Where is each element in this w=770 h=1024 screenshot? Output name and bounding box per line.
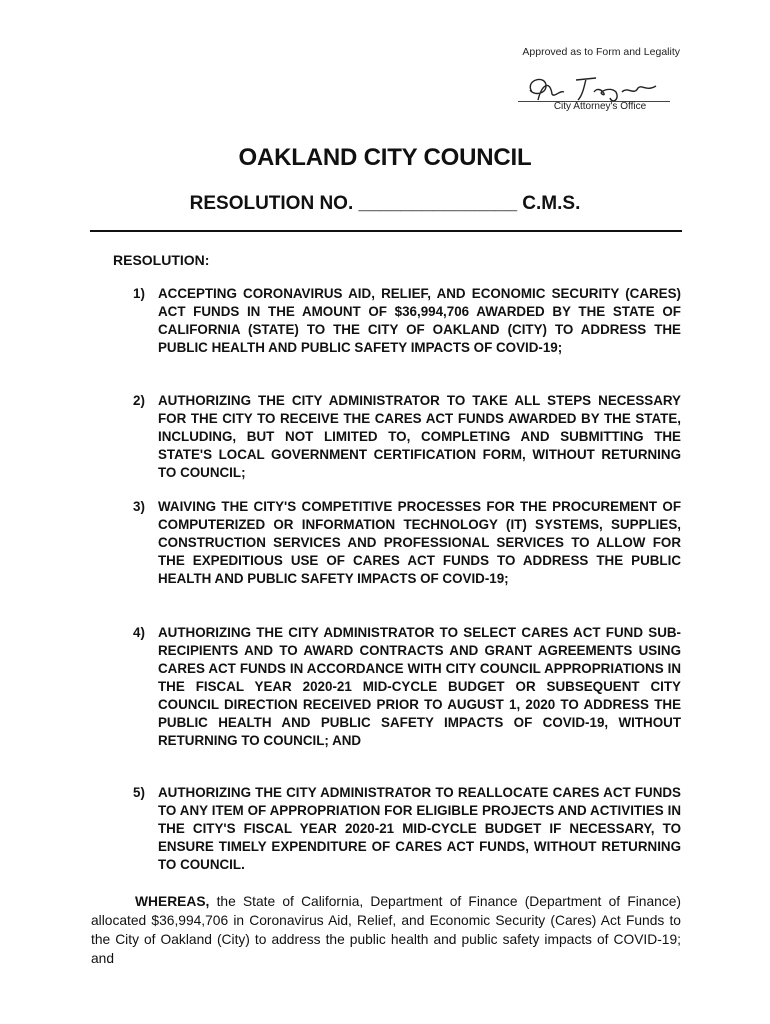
resolution-item — [133, 392, 681, 482]
item-number: 3) — [133, 499, 145, 514]
item-text: WAIVING THE CITY'S COMPETITIVE PROCESSES FOR THE PROCUREMENT OF COMPUTERIZED OR INFORMATION TECHNOLOGY (IT) SYSTEMS, SUPPLIES, CONSTRUCTION SERVICES AND PROFESSIONAL SERVICES TO ALLOW FOR THE EXPEDITIOUS USE OF CARES ACT FUNDS TO ADDRESS THE PUBLIC HEALTH AND PUBLIC SAFETY IMPACTS OF COVID-19; — [158, 499, 681, 586]
item-text: AUTHORIZING THE CITY ADMINISTRATOR TO SELECT CARES ACT FUND SUB-RECIPIENTS AND TO AWARD CONTRACTS AND GRANT AGREEMENTS USING CARES ACT FUNDS IN ACCORDANCE WITH CITY COUNCIL APPROPRIATIONS IN THE FISCAL YEAR 2020-21 MID-CYCLE BUDGET OR SUBSEQUENT CITY COUNCIL DIRECTION RECEIVED PRIOR TO AUGUST 1, 2020 TO ADDRESS THE PUBLIC HEALTH AND PUBLIC SAFETY IMPACTS OF COVID-19, WITHOUT RETURNING TO COUNCIL; AND — [158, 625, 681, 748]
approval-note: Approved as to Form and Legality — [522, 46, 680, 58]
title-divider — [90, 230, 682, 232]
item-number: 5) — [133, 785, 145, 800]
item-number: 1) — [133, 286, 145, 301]
resolution-label: RESOLUTION: — [113, 252, 210, 268]
signature-icon — [516, 70, 672, 104]
resolution-item — [133, 498, 681, 588]
resolution-number: RESOLUTION NO. _______________ C.M.S. — [189, 193, 581, 214]
whereas-lead: WHEREAS, — [135, 894, 210, 909]
resolution-item — [133, 624, 681, 750]
whereas-paragraph — [91, 892, 681, 968]
item-text: AUTHORIZING THE CITY ADMINISTRATOR TO TAKE ALL STEPS NECESSARY FOR THE CITY TO RECEIVE THE CARES ACT FUNDS AWARDED BY THE STATE, INCLUDING, BUT NOT LIMITED TO, COMPLETING AND SUBMITTING THE STATE'S LOCAL GOVERNMENT CERTIFICATION FORM, WITHOUT RETURNING TO COUNCIL; — [158, 393, 681, 480]
council-title: OAKLAND CITY COUNCIL — [238, 144, 532, 171]
office-label: City Attorney's Office — [553, 101, 647, 112]
item-number: 2) — [133, 393, 145, 408]
resolution-item — [133, 285, 681, 357]
item-text: ACCEPTING CORONAVIRUS AID, RELIEF, AND ECONOMIC SECURITY (CARES) ACT FUNDS IN THE AMOUNT OF $36,994,706 AWARDED BY THE STATE OF CALIFORNIA (STATE) TO THE CITY OF OAKLAND (CITY) TO ADDRESS THE PUBLIC HEALTH AND PUBLIC SAFETY IMPACTS OF COVID-19; — [158, 286, 681, 355]
resolution-item — [133, 784, 681, 874]
item-text: AUTHORIZING THE CITY ADMINISTRATOR TO REALLOCATE CARES ACT FUNDS TO ANY ITEM OF APPROPRIATION FOR ELIGIBLE PROJECTS AND ACTIVITIES IN THE CITY'S FISCAL YEAR 2020-21 MID-CYCLE BUDGET IF NECESSARY, TO ENSURE TIMELY EXPENDITURE OF CARES ACT FUNDS, WITHOUT RETURNING TO COUNCIL. — [158, 785, 681, 872]
whereas-text: the State of California, Department of Finance (Department of Finance) allocated $36,994,706 in Coronavirus Aid, Relief, and Economic Security (Cares) Act Funds to the City of Oakland (City) to address the public health and public safety impacts of COVID-19; and — [91, 894, 681, 966]
item-number: 4) — [133, 625, 145, 640]
